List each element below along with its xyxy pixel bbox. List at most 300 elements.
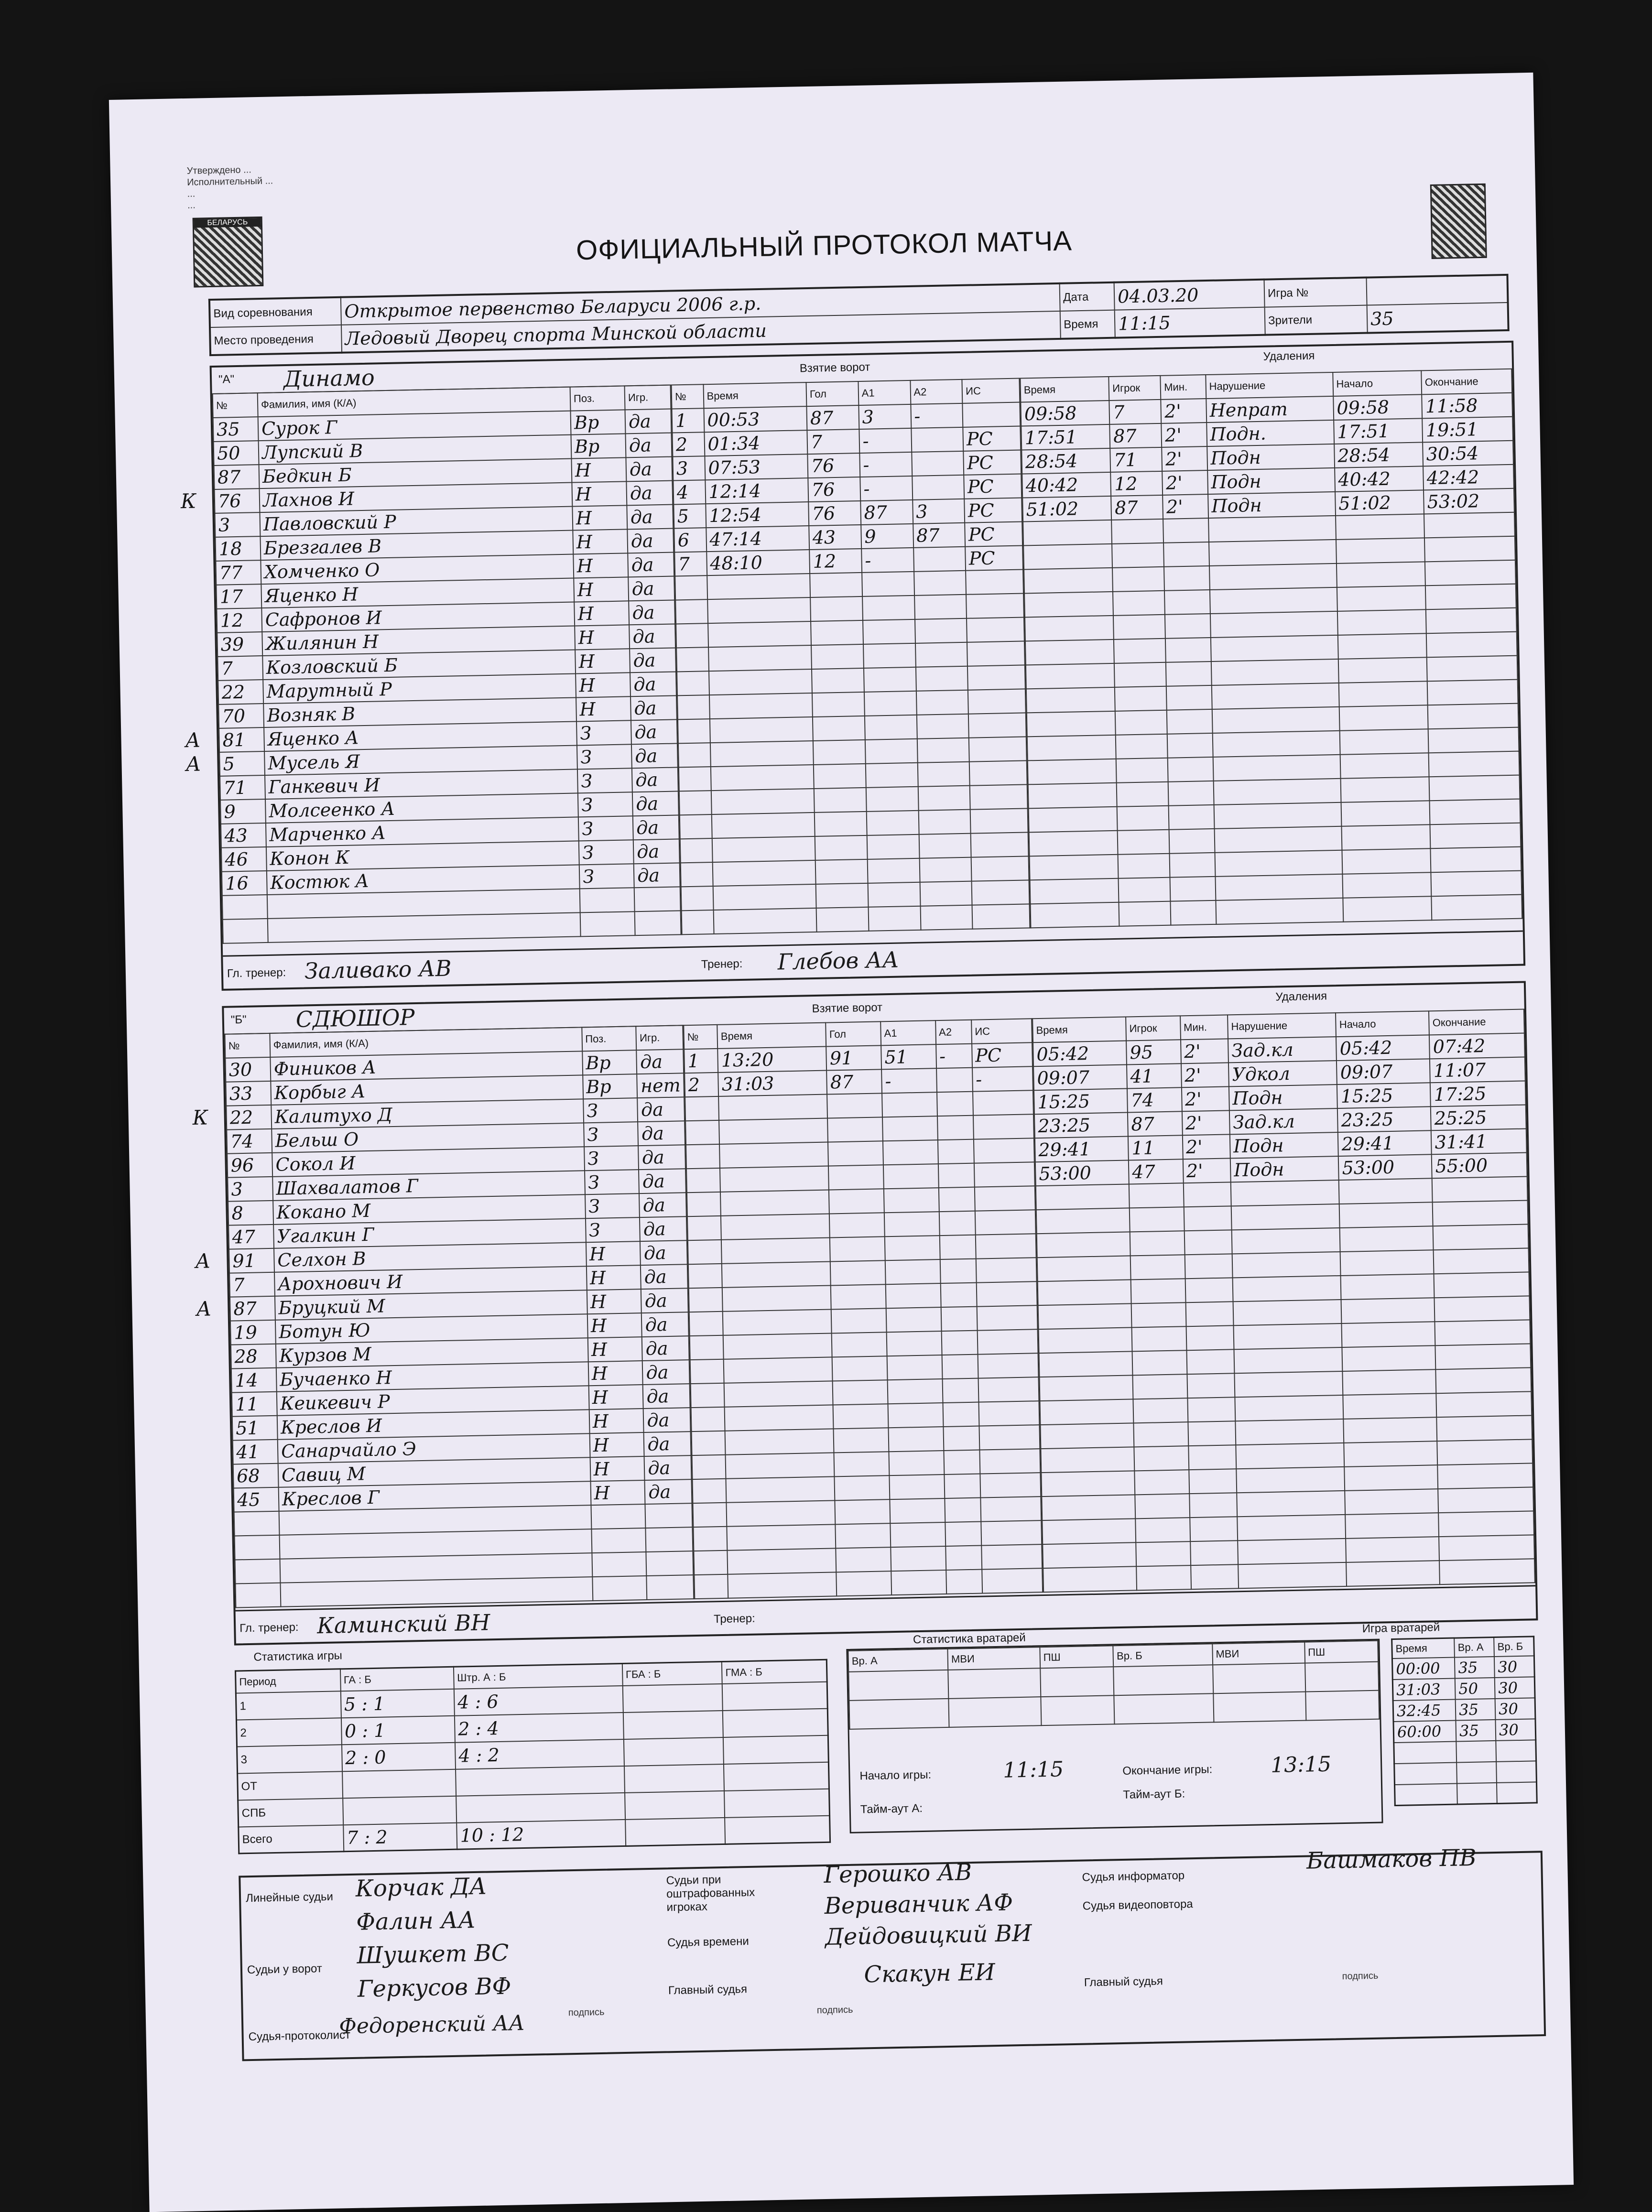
tb-empty-cell — [941, 1307, 977, 1331]
tb-penalty-min: 2' — [1181, 1063, 1229, 1087]
gs-empty — [724, 1789, 829, 1817]
tb-goal-g: 87 — [826, 1069, 882, 1094]
tb-empty-cell — [1136, 1541, 1191, 1566]
ta-goal-a2 — [912, 475, 965, 500]
ta-empty-cell — [1115, 710, 1167, 735]
tb-empty-cell — [719, 1118, 828, 1144]
ta-empty-cell — [1339, 705, 1428, 731]
tb-player-position: Н — [586, 1241, 641, 1266]
ta-empty-cell — [1430, 799, 1521, 825]
ta-empty-cell — [1428, 727, 1519, 753]
ta-empty-cell — [967, 665, 1025, 690]
tb-empty-cell — [1236, 1467, 1345, 1493]
ta-empty-cell — [917, 762, 970, 787]
tb-empty-cell — [1238, 1562, 1347, 1588]
ta-penalty-foul: Подн. — [1206, 420, 1334, 446]
ta-empty-cell — [682, 910, 714, 934]
goalie-stats-box — [846, 1639, 1383, 1833]
tb-player-number: 47 — [228, 1225, 274, 1249]
ta-goal-is: РС — [964, 450, 1022, 475]
gp-time: 60:00 — [1393, 1720, 1456, 1743]
ta-empty-cell — [1167, 709, 1212, 734]
tb-player-position: З — [585, 1170, 640, 1194]
gs-penalties — [456, 1792, 625, 1822]
ta-player-played: да — [632, 791, 679, 816]
tb-empty-cell — [946, 1570, 982, 1594]
tb-empty-cell — [836, 1547, 891, 1572]
ta-empty-cell — [709, 693, 813, 719]
tb-empty-cell — [1131, 1279, 1186, 1303]
gs-empty — [625, 1790, 725, 1819]
game-end-value: 13:15 — [1270, 1752, 1332, 1778]
ta-empty-cell — [918, 810, 971, 835]
tb-empty-cell — [1187, 1373, 1235, 1398]
tb-empty-cell — [1432, 1176, 1528, 1202]
ta-empty-cell — [1211, 635, 1338, 661]
gp-goalie-a: 35 — [1455, 1656, 1495, 1678]
tb-empty-cell — [1187, 1397, 1235, 1422]
tb-empty-cell — [646, 1527, 693, 1552]
goalie-play-table — [1391, 1636, 1538, 1806]
ta-empty-cell — [1166, 685, 1212, 710]
ta-player-number: 17 — [216, 584, 261, 609]
ta-empty-cell — [1119, 901, 1171, 926]
goalie-stats-title: Статистика вратарей — [913, 1631, 1026, 1647]
ta-empty-cell — [711, 789, 814, 814]
tb-empty-cell — [1185, 1254, 1232, 1279]
tb-empty-cell — [974, 1138, 1034, 1163]
ta-roster-table — [212, 385, 682, 944]
ta-empty-cell — [681, 862, 713, 887]
tb-empty-cell — [1190, 1540, 1238, 1565]
tb-empty-cell — [979, 1449, 1040, 1474]
ta-goal-a2 — [913, 547, 966, 572]
penalty-judge-1: Герошко АВ — [823, 1859, 972, 1888]
ta-penalty-time: 09:58 — [1021, 401, 1109, 426]
ta-empty-cell — [712, 860, 815, 886]
tb-empty-cell — [940, 1283, 977, 1307]
tb-empty-cell — [1435, 1296, 1530, 1322]
ta-empty-cell — [1427, 680, 1518, 705]
gp-goalie-b: 30 — [1495, 1698, 1535, 1720]
ta-player-number: 70 — [218, 704, 264, 728]
tb-empty-cell — [591, 1504, 646, 1529]
tb-player-played: да — [644, 1431, 691, 1456]
tb-penalty-player: 11 — [1128, 1135, 1183, 1160]
tb-empty-cell — [1438, 1511, 1534, 1537]
ta-player-name: Марченко А — [266, 817, 579, 847]
ta-empty-cell — [1112, 519, 1164, 544]
ta-penalty-min: 2' — [1162, 423, 1207, 447]
tb-empty-cell — [831, 1284, 886, 1309]
ta-empty-cell — [1428, 704, 1519, 729]
ta-penalty-header: Игрок — [1109, 376, 1161, 401]
gs-header-gma: ГМА : Б — [722, 1659, 827, 1683]
ta-goal-n: 4 — [673, 480, 706, 504]
tb-empty-cell — [1036, 1184, 1130, 1210]
ta-penalty-header: Время — [1020, 377, 1109, 402]
tb-empty-cell — [828, 1141, 883, 1166]
tb-empty-cell — [1439, 1559, 1535, 1584]
video-judge-label: Судья видеоповтора — [1082, 1898, 1193, 1913]
ta-player-played: да — [628, 576, 674, 601]
ta-player-number: 87 — [214, 465, 260, 489]
tb-empty-cell — [689, 1312, 723, 1336]
gs-empty — [725, 1815, 830, 1844]
ta-empty-cell — [864, 667, 916, 692]
tb-player-position: Н — [589, 1432, 644, 1457]
tb-player-played: да — [641, 1288, 688, 1313]
ta-empty-cell — [679, 767, 711, 791]
tb-goal-is: РС — [972, 1042, 1032, 1067]
tb-empty-cell — [1438, 1487, 1534, 1513]
ta-empty-cell — [1023, 520, 1112, 546]
ta-empty-cell — [966, 593, 1024, 618]
ta-empty-cell — [972, 904, 1030, 929]
ta-empty-cell — [1170, 853, 1215, 878]
ta-empty-cell — [916, 690, 968, 715]
tb-player-position: Вр — [582, 1050, 637, 1075]
tb-empty-cell — [685, 1120, 719, 1145]
ta-empty-cell — [580, 911, 635, 936]
ta-role-mark: К — [180, 489, 196, 513]
tb-empty-cell — [689, 1288, 723, 1312]
tb-empty-cell — [720, 1190, 829, 1216]
tb-empty-cell — [690, 1359, 724, 1384]
ta-player-name: Сурок Г — [258, 411, 571, 441]
tb-goal-a2: - — [936, 1044, 972, 1068]
tb-penalty-header: Нарушение — [1228, 1013, 1336, 1039]
tb-player-name: Арохнович И — [274, 1266, 587, 1296]
game-stats-table — [235, 1659, 831, 1854]
ta-empty-cell — [971, 832, 1029, 857]
team-a-goals-header: Взятие ворот — [799, 360, 870, 375]
tb-player-played: да — [639, 1193, 686, 1217]
ta-empty-cell — [914, 571, 967, 596]
ta-goal-is: РС — [964, 498, 1022, 523]
tb-empty-cell — [1036, 1208, 1130, 1234]
ta-empty-cell — [1213, 755, 1340, 781]
tb-goal-a2 — [936, 1068, 973, 1092]
ta-empty-cell — [713, 908, 816, 934]
ta-empty-cell — [866, 811, 919, 835]
team-b-head-coach: Каминский ВН — [316, 1609, 490, 1639]
tb-empty-cell — [975, 1186, 1035, 1211]
gs-penalties: 2 : 4 — [455, 1712, 624, 1742]
ta-goal-a2: - — [911, 403, 963, 428]
tb-player-number: 22 — [226, 1105, 272, 1130]
ta-empty-cell — [914, 595, 967, 619]
ta-empty-cell — [1030, 902, 1119, 928]
ta-player-position: З — [576, 720, 631, 745]
ta-penalty-time: 40:42 — [1022, 472, 1111, 498]
tb-empty-cell — [882, 1092, 937, 1117]
tb-empty-cell — [884, 1188, 939, 1213]
ta-player-played: да — [627, 505, 673, 530]
gs-period: СПБ — [238, 1798, 343, 1827]
ta-empty-cell — [868, 906, 921, 931]
tb-empty-cell — [888, 1427, 944, 1452]
timeout-b-label: Тайм-аут Б: — [1123, 1787, 1185, 1801]
tb-empty-cell — [1345, 1489, 1439, 1515]
tb-player-played: да — [645, 1479, 692, 1504]
gs-empty — [723, 1735, 828, 1764]
tb-empty-cell — [1188, 1445, 1236, 1470]
tb-empty-cell — [829, 1189, 884, 1214]
ta-empty-cell — [680, 814, 712, 839]
timeout-a-label: Тайм-аут А: — [860, 1801, 923, 1816]
tb-empty-cell — [891, 1570, 946, 1595]
ta-empty-cell — [1113, 615, 1165, 640]
ta-player-number: 22 — [218, 680, 263, 705]
ta-empty-cell — [707, 597, 811, 623]
tb-player-number: 14 — [231, 1368, 277, 1393]
ta-goal-g: 76 — [807, 453, 860, 478]
ta-goal-is: РС — [965, 522, 1022, 547]
ta-empty-cell — [222, 895, 268, 920]
ta-empty-cell — [1117, 806, 1169, 831]
ta-player-position: Н — [574, 601, 629, 626]
tb-empty-cell — [1041, 1471, 1135, 1496]
ta-player-number: 16 — [222, 871, 267, 896]
ta-goal-time: 12:14 — [705, 478, 808, 504]
tb-penalty-min: 2' — [1183, 1158, 1230, 1183]
tb-penalty-foul: Подн — [1230, 1156, 1339, 1182]
ta-empty-cell — [1431, 847, 1522, 873]
ta-empty-cell — [676, 647, 709, 672]
tb-empty-cell — [945, 1498, 981, 1522]
tb-penalty-header: Окончание — [1429, 1009, 1524, 1035]
tb-penalty-end: 17:25 — [1430, 1081, 1526, 1107]
goalie-play-title: Игра вратарей — [1362, 1621, 1440, 1636]
ta-empty-cell — [815, 859, 868, 884]
tb-goal-time: 31:03 — [718, 1071, 827, 1096]
ta-empty-cell — [1215, 850, 1342, 877]
tb-player-played: да — [644, 1455, 692, 1480]
ta-empty-cell — [972, 880, 1030, 905]
gs-header-ga: ГА : Б — [340, 1667, 454, 1691]
tb-empty-cell — [975, 1210, 1036, 1235]
gs-goals: 0 : 1 — [341, 1715, 455, 1745]
tb-player-number: 3 — [228, 1177, 273, 1202]
tb-empty-cell — [235, 1535, 280, 1560]
tb-empty-cell — [939, 1235, 976, 1259]
tb-player-position: Н — [586, 1265, 641, 1290]
ta-goal-header: Гол — [806, 381, 859, 406]
linesmen-label: Линейные судьи — [245, 1890, 334, 1905]
tb-empty-cell — [687, 1216, 721, 1240]
ta-empty-cell — [1028, 759, 1117, 785]
ta-goal-header: ИС — [962, 379, 1020, 403]
tb-player-name: Сокол И — [272, 1147, 585, 1177]
ta-empty-cell — [1425, 584, 1516, 610]
ta-player-name: Яценко Н — [261, 578, 574, 608]
tb-penalty-foul: Зад.кл — [1229, 1108, 1338, 1134]
tb-empty-cell — [1133, 1398, 1188, 1423]
ta-player-name: Костюк А — [267, 865, 580, 895]
ta-player-position: З — [577, 768, 632, 793]
tb-player-played: да — [643, 1408, 691, 1432]
ta-empty-cell — [967, 641, 1025, 666]
tb-empty-cell — [1342, 1322, 1435, 1347]
tb-empty-cell — [1434, 1248, 1529, 1274]
ta-empty-cell — [863, 619, 915, 644]
game-end-label: Окончание игры: — [1122, 1763, 1213, 1778]
tb-empty-cell — [719, 1142, 828, 1168]
ta-penalty-end: 42:42 — [1423, 465, 1514, 490]
team-b-goals-header: Взятие ворот — [812, 1001, 883, 1016]
ta-goal-a1: 87 — [860, 500, 913, 525]
tb-empty-cell — [1341, 1298, 1435, 1323]
ta-penalty-time: 17:51 — [1021, 424, 1110, 450]
ta-empty-cell — [868, 882, 920, 907]
ta-player-name: Павловский Р — [260, 507, 573, 537]
tb-empty-cell — [1042, 1518, 1136, 1544]
tb-player-name: Корбыг А — [271, 1075, 583, 1105]
tb-empty-cell — [1043, 1566, 1137, 1592]
ta-empty-cell — [708, 621, 811, 647]
gs-header-gba: ГБА : Б — [622, 1661, 723, 1685]
ta-empty-cell — [813, 740, 866, 765]
tb-empty-cell — [1436, 1391, 1532, 1417]
tb-empty-cell — [1343, 1369, 1436, 1395]
ta-empty-cell — [1213, 731, 1340, 757]
tb-player-number: 74 — [227, 1129, 272, 1154]
tb-penalty-foul: Подн — [1229, 1084, 1337, 1110]
tb-empty-cell — [833, 1404, 889, 1429]
ta-player-position: Вр — [571, 410, 626, 434]
ta-empty-cell — [1341, 824, 1430, 850]
ta-empty-cell — [1343, 896, 1432, 922]
timekeeper-label: Судья времени — [667, 1935, 749, 1950]
ta-penalty-start: 51:02 — [1335, 490, 1424, 516]
tb-penalty-start: 23:25 — [1337, 1106, 1431, 1132]
gs-penalties: 4 : 2 — [455, 1739, 624, 1769]
tb-empty-cell — [1342, 1345, 1436, 1371]
ta-player-name: Бедкин Б — [259, 459, 572, 489]
tb-penalty-header: Начало — [1336, 1011, 1429, 1037]
tb-player-name: Кокано М — [273, 1194, 586, 1225]
ta-goals-table — [671, 378, 1030, 935]
tb-empty-cell — [721, 1214, 830, 1240]
tb-empty-cell — [883, 1164, 939, 1189]
ta-empty-cell — [1025, 640, 1114, 665]
ta-player-number: 3 — [215, 512, 260, 537]
ta-empty-cell — [1208, 516, 1336, 542]
match-info-table — [208, 274, 1510, 356]
ta-player-name: Лупский В — [259, 435, 572, 465]
tb-empty-cell — [647, 1575, 694, 1600]
ta-player-name: Хомченко О — [261, 554, 574, 585]
tb-empty-cell — [889, 1475, 945, 1499]
ta-empty-cell — [866, 763, 918, 788]
tb-penalty-player: 95 — [1126, 1040, 1181, 1064]
gp-goalie-a: 50 — [1455, 1677, 1495, 1699]
penalty-judge-2: Вериванчик АФ — [824, 1889, 1013, 1919]
ta-player-played: да — [626, 481, 673, 506]
ta-empty-cell — [920, 881, 972, 906]
tb-empty-cell — [693, 1503, 727, 1527]
tb-empty-cell — [1135, 1494, 1190, 1518]
tb-empty-cell — [1037, 1256, 1131, 1281]
ta-col-header: Фамилия, имя (К/А) — [258, 387, 571, 417]
tb-empty-cell — [1235, 1395, 1343, 1421]
ta-goal-n: 5 — [674, 504, 706, 528]
ta-player-played: да — [633, 815, 679, 840]
ta-penalty-header: Начало — [1333, 370, 1422, 396]
ta-goal-a1: - — [859, 452, 912, 477]
ta-player-number: 5 — [219, 751, 265, 776]
ta-empty-cell — [1023, 544, 1112, 570]
tb-empty-cell — [835, 1475, 890, 1500]
ta-goal-a1: - — [859, 428, 912, 453]
tb-empty-cell — [1134, 1470, 1189, 1495]
game-start-value: 11:15 — [1002, 1757, 1064, 1783]
ta-empty-cell — [1432, 895, 1522, 921]
gs-header-period: Период — [235, 1669, 340, 1693]
ta-penalty-min: 2' — [1161, 399, 1206, 423]
tb-empty-cell — [887, 1379, 943, 1404]
team-a-goals — [671, 378, 1030, 935]
ta-goal-n: 1 — [672, 408, 704, 433]
gp-empty — [1457, 1782, 1497, 1804]
time-value: 11:15 — [1115, 307, 1265, 338]
tb-empty-cell — [1435, 1320, 1531, 1345]
tb-empty-cell — [827, 1093, 882, 1118]
tb-empty-cell — [723, 1309, 832, 1335]
tb-empty-cell — [891, 1546, 946, 1571]
venue-label: Место проведения — [210, 325, 342, 355]
tb-empty-cell — [976, 1281, 1037, 1306]
tb-empty-cell — [831, 1308, 887, 1333]
ta-empty-cell — [814, 764, 866, 789]
ta-empty-cell — [1027, 735, 1116, 761]
ta-goal-g: 76 — [808, 477, 860, 502]
ta-empty-cell — [919, 857, 972, 882]
ta-empty-cell — [816, 883, 869, 908]
tb-empty-cell — [834, 1452, 890, 1476]
tb-col-header: № — [225, 1033, 270, 1058]
tb-player-position: З — [586, 1217, 641, 1242]
tb-empty-cell — [692, 1479, 726, 1503]
tb-player-played: да — [640, 1216, 687, 1241]
tb-empty-cell — [973, 1114, 1034, 1139]
tb-empty-cell — [1184, 1206, 1231, 1231]
gp-empty — [1496, 1761, 1536, 1783]
ta-empty-cell — [915, 618, 967, 643]
team-b-coach-label: Тренер: — [713, 1612, 755, 1626]
ta-empty-cell — [815, 835, 868, 860]
ta-empty-cell — [1165, 614, 1210, 639]
ta-player-number: 39 — [217, 632, 262, 657]
tb-player-position: З — [584, 1146, 639, 1171]
ta-goal-time: 07:53 — [705, 454, 808, 480]
tb-empty-cell — [944, 1474, 980, 1498]
tb-empty-cell — [724, 1357, 833, 1383]
ta-empty-cell — [1164, 566, 1209, 591]
goalie-play-row — [1394, 1740, 1536, 1764]
ta-player-played: да — [626, 457, 672, 482]
gs-empty — [623, 1710, 724, 1739]
gst-header-gk-a: Вр. А — [848, 1649, 948, 1672]
ta-player-name: Марутный Р — [263, 673, 576, 704]
ta-empty-cell — [866, 787, 919, 812]
ta-goal-header: А2 — [910, 380, 963, 404]
gs-period: 3 — [237, 1745, 342, 1773]
tb-empty-cell — [691, 1407, 725, 1431]
page-title: ОФИЦИАЛЬНЫЙ ПРОТОКОЛ МАТЧА — [576, 225, 1073, 266]
gp-goalie-b: 30 — [1495, 1677, 1535, 1699]
